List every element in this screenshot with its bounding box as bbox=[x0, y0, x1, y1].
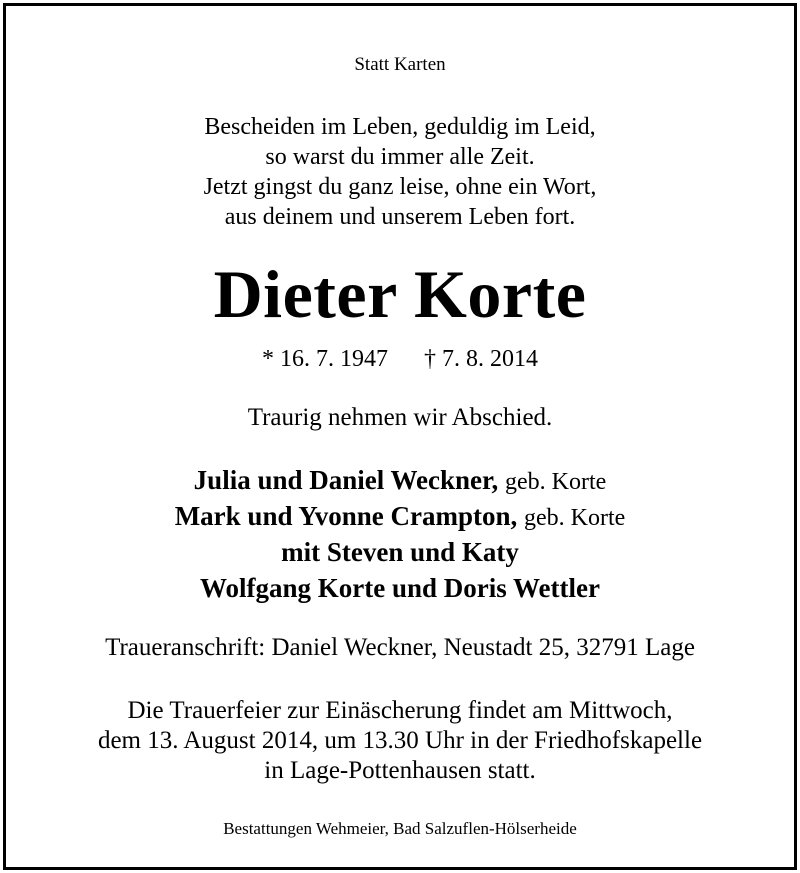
mourner-name: Mark und Yvonne Crampton, bbox=[174, 501, 518, 531]
poem-line: Jetzt gingst du ganz leise, ohne ein Wort, bbox=[203, 174, 597, 200]
mourner-name: mit Steven und Katy bbox=[281, 537, 519, 567]
obituary-frame bbox=[3, 3, 797, 870]
birth-date: * 16. 7. 1947 bbox=[262, 346, 388, 372]
mourner-name: Wolfgang Korte und Doris Wettler bbox=[200, 573, 600, 603]
mourner-name: Julia und Daniel Weckner, bbox=[193, 465, 499, 495]
deceased-name: Dieter Korte bbox=[213, 256, 587, 332]
service-line: Die Trauerfeier zur Einäscherung findet am Mittwoch, bbox=[127, 697, 673, 724]
poem-line: so warst du immer alle Zeit. bbox=[265, 144, 535, 170]
farewell-text: Traurig nehmen wir Abschied. bbox=[247, 404, 553, 431]
mourner-note: geb. Korte bbox=[524, 505, 626, 531]
mourners-list bbox=[6, 462, 794, 606]
poem-line: Bescheiden im Leben, geduldig im Leid, bbox=[204, 114, 596, 140]
undertaker-text: Bestattungen Wehmeier, Bad Salzuflen-Hölserheide bbox=[223, 819, 577, 838]
poem bbox=[6, 112, 794, 232]
header-text: Statt Karten bbox=[354, 54, 446, 75]
mourner-note: geb. Korte bbox=[505, 469, 607, 495]
life-dates bbox=[6, 346, 794, 373]
mourning-address: Traueranschrift: Daniel Weckner, Neustadt 25, 32791 Lage bbox=[105, 634, 695, 661]
mourner-line bbox=[6, 570, 794, 606]
service-info bbox=[6, 696, 794, 786]
mourner-line bbox=[6, 534, 794, 570]
service-line: dem 13. August 2014, um 13.30 Uhr in der Friedhofskapelle bbox=[97, 727, 703, 754]
mourner-line bbox=[6, 462, 794, 498]
poem-line: aus deinem und unserem Leben fort. bbox=[224, 204, 576, 230]
mourner-line bbox=[6, 498, 794, 534]
death-date: † 7. 8. 2014 bbox=[424, 346, 538, 372]
service-line: in Lage-Pottenhausen statt. bbox=[264, 757, 536, 784]
